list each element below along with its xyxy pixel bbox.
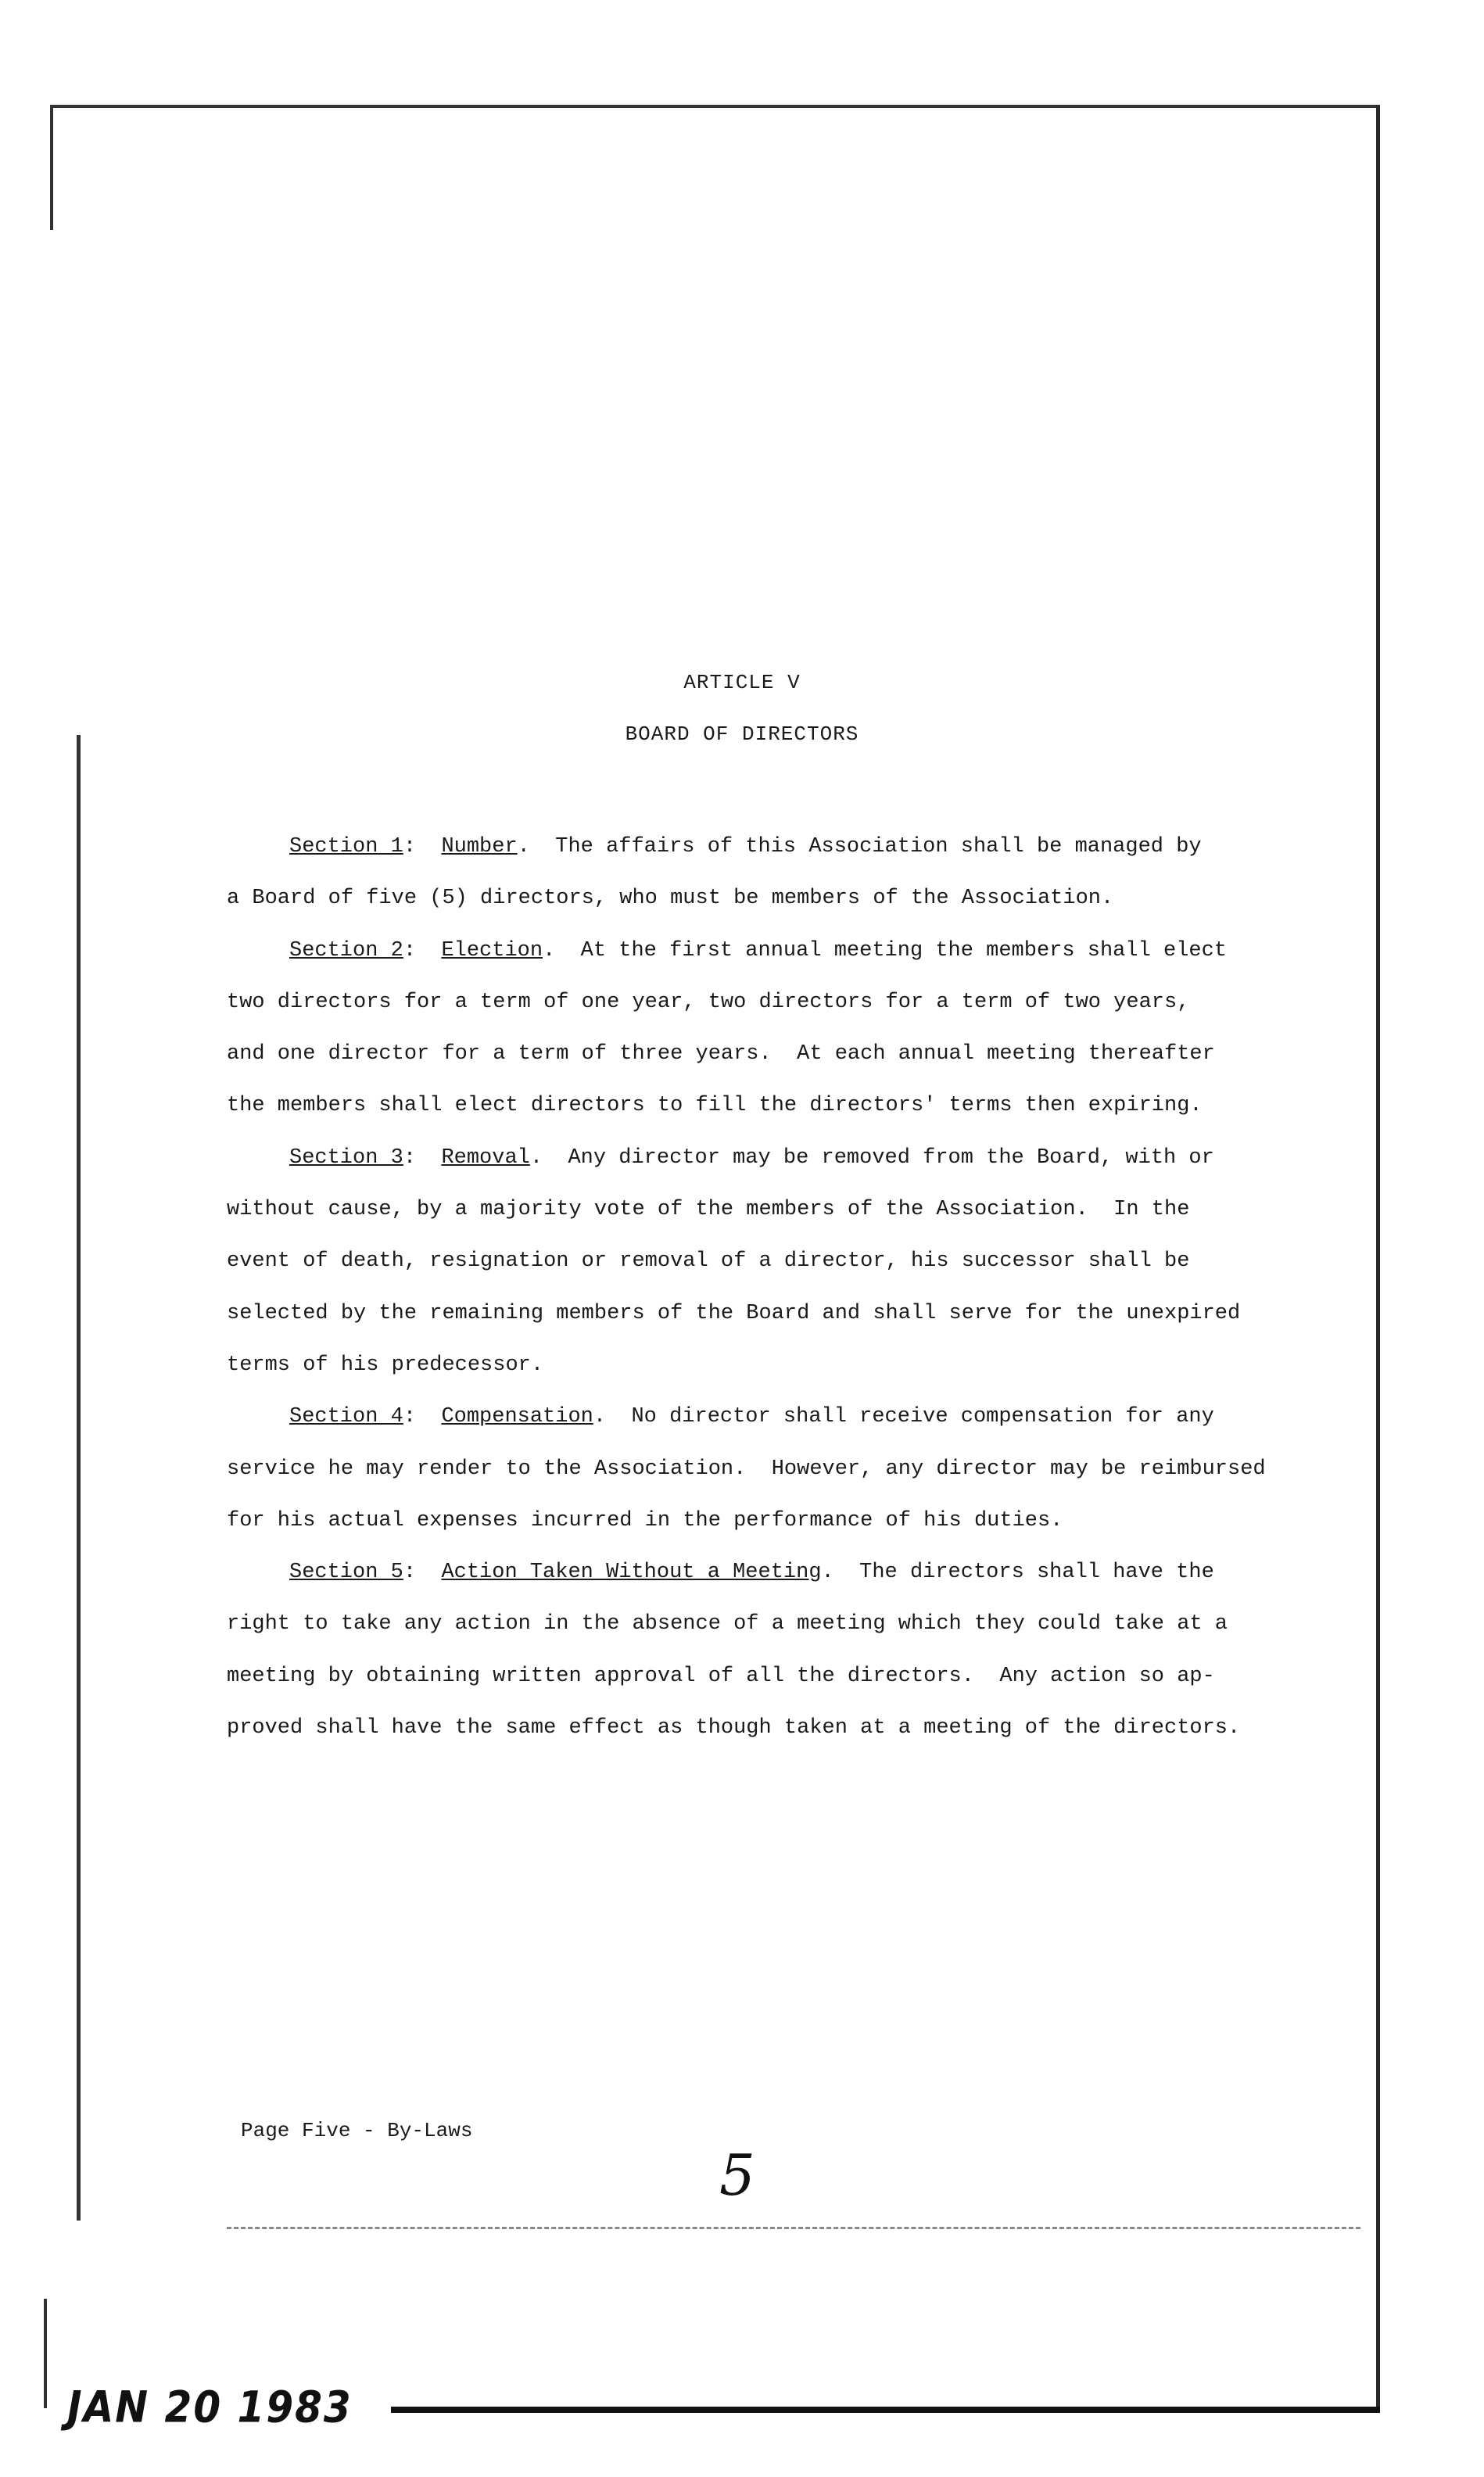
handwritten-page-number: 5 — [719, 2142, 755, 2208]
section-heading: Number — [441, 835, 518, 859]
article-heading: ARTICLE V — [683, 671, 801, 694]
section-label: Section 5 — [289, 1561, 403, 1585]
section-text: . At the first annual meeting the members shall elect — [543, 938, 1228, 962]
section-label: Section 3 — [289, 1145, 403, 1170]
section-line: Section 4: Compensation. No director shall receive compensation for any — [289, 1405, 1214, 1429]
section-line: terms of his predecessor. — [227, 1353, 544, 1377]
page-border-left-bottom — [44, 2299, 47, 2408]
section-heading: Action Taken Without a Meeting — [441, 1561, 822, 1585]
section-line: and one director for a term of three years. At each annual meeting thereafter — [227, 1042, 1215, 1066]
section-text: . The directors shall have the — [821, 1561, 1214, 1585]
section-line: proved shall have the same effect as though taken at a meeting of the directors. — [227, 1716, 1241, 1740]
section-line: event of death, resignation or removal of a director, his successor shall be — [227, 1249, 1190, 1274]
section-line: the members shall elect directors to fill the directors' terms then expiring. — [227, 1094, 1203, 1118]
section-line: Section 5: Action Taken Without a Meeting. The directors shall have the — [289, 1561, 1214, 1585]
section-label: Section 4 — [289, 1405, 403, 1429]
section-label: Section 2 — [289, 938, 403, 962]
footer-divider — [227, 2227, 1360, 2229]
section-heading: Election — [441, 938, 543, 962]
section-label: Section 1 — [289, 835, 403, 859]
article-title: BOARD OF DIRECTORS — [625, 722, 859, 746]
page-border-left-upper — [50, 105, 53, 230]
page-border-top — [50, 105, 1379, 108]
footer-label: Page Five - By-Laws — [241, 2119, 473, 2142]
section-text: . Any director may be removed from the Board, with or — [529, 1145, 1214, 1170]
section-line: selected by the remaining members of the Board and shall serve for the unexpired — [227, 1301, 1241, 1325]
section-line: Section 2: Election. At the first annual meeting the members shall elect — [289, 938, 1228, 962]
section-line: without cause, by a majority vote of the members of the Association. In the — [227, 1198, 1190, 1222]
section-text: . No director shall receive compensation for any — [593, 1405, 1214, 1429]
section-heading: Removal — [441, 1145, 530, 1170]
section-text: . The affairs of this Association shall be managed by — [517, 835, 1202, 859]
section-line: Section 1: Number. The affairs of this Association shall be managed by — [289, 835, 1202, 859]
page-border-bottom — [391, 2407, 1380, 2413]
section-line: right to take any action in the absence of a meeting which they could take at a — [227, 1612, 1228, 1636]
page-border-left-lower — [77, 735, 81, 2221]
date-stamp: JAN 20 1983 — [67, 2382, 353, 2432]
section-heading: Compensation — [441, 1405, 593, 1429]
section-line: for his actual expenses incurred in the performance of his duties. — [227, 1508, 1063, 1532]
sections-body — [227, 821, 1266, 1754]
section-line: meeting by obtaining written approval of all the directors. Any action so ap- — [227, 1664, 1215, 1688]
section-line: service he may render to the Association. However, any director may be reimbursed — [227, 1457, 1266, 1481]
section-line: two directors for a term of one year, two directors for a term of two years, — [227, 990, 1190, 1014]
page-border-right — [1376, 105, 1380, 2411]
section-line: Section 3: Removal. Any director may be removed from the Board, with or — [289, 1145, 1214, 1170]
section-line: a Board of five (5) directors, who must be members of the Association. — [227, 887, 1114, 911]
